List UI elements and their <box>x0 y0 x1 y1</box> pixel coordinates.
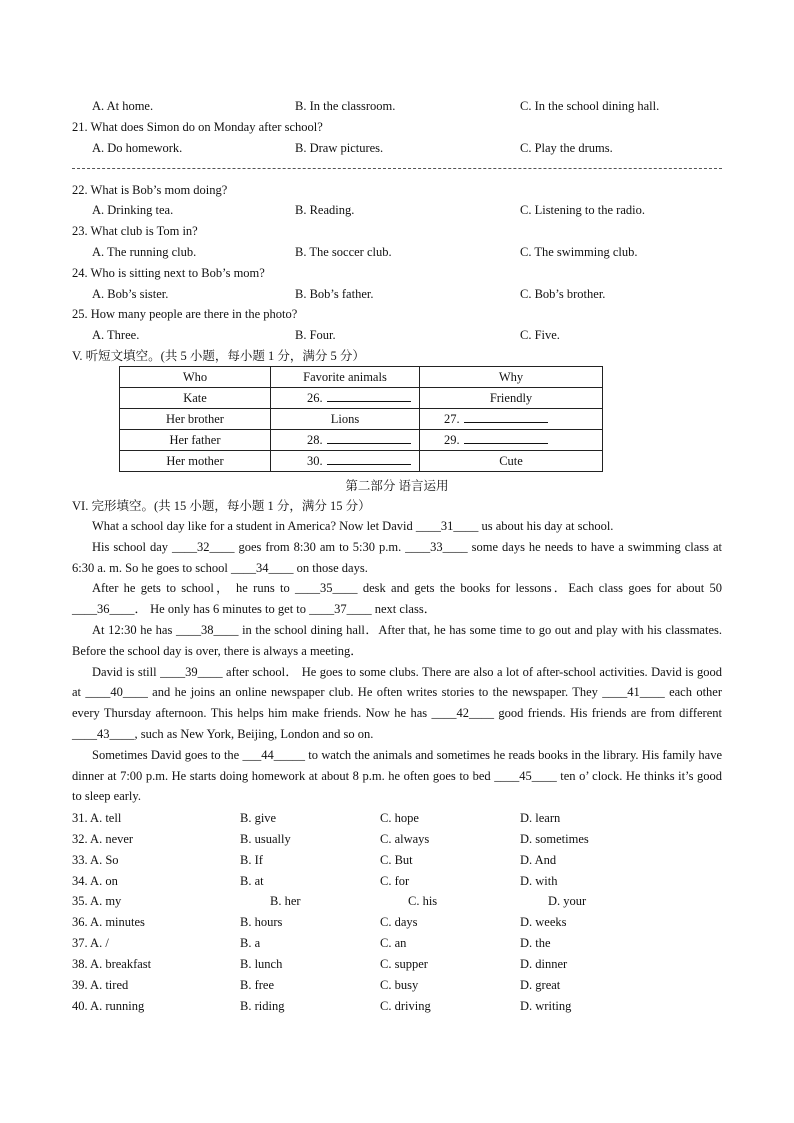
section-5-title: V. 听短文填空。(共 5 小题，每小题 1 分，满分 5 分） <box>72 349 365 363</box>
q38-option-b: B. lunch <box>240 957 283 971</box>
table-row <box>120 388 603 409</box>
q22-option-a: A. Drinking tea. <box>92 203 174 217</box>
q32-option-c: C. always <box>380 832 430 846</box>
q38-option-c: C. supper <box>380 957 428 971</box>
q36-option-b: B. hours <box>240 915 283 929</box>
blank-number: 27. <box>444 412 460 426</box>
blank-27[interactable] <box>420 409 603 430</box>
q34-option-a: 34. A. on <box>72 874 118 888</box>
passage-paragraph-5: David is still ____39____ after school． He goes to some clubs. There are also a lot of after-school activities. David is good at ____40____ and he joins an online newspaper club. He often writes stories to the newspaper. They ____41____ each other every Thursday afternoon. This helps him make friends. Now he has ____42____ good friends. His friends are from different ____43____, such as New York, Beijing, London and so on. <box>72 664 722 741</box>
question-23: 23. What club is Tom in? <box>72 224 198 238</box>
q21-option-b: B. Draw pictures. <box>295 141 384 155</box>
q22-option-b: B. Reading. <box>295 203 355 217</box>
q36-option-c: C. days <box>380 915 418 929</box>
cell-who: Kate <box>120 388 271 409</box>
q24-option-a: A. Bob’s sister. <box>92 287 169 301</box>
q31-option-d: D. learn <box>520 811 561 825</box>
section-6-title: VI. 完形填空。(共 15 小题，每小题 1 分，满分 15 分） <box>72 499 371 513</box>
q34-option-c: C. for <box>380 874 410 888</box>
q37-option-b: B. a <box>240 936 261 950</box>
q39-option-d: D. great <box>520 978 561 992</box>
q35-option-b: B. her <box>270 894 301 908</box>
part-2-title: 第二部分 语言运用 <box>345 479 449 493</box>
q40-option-c: C. driving <box>380 999 431 1013</box>
blank-30[interactable] <box>271 451 420 472</box>
q21-option-a: A. Do homework. <box>92 141 183 155</box>
question-22: 22. What is Bob’s mom doing? <box>72 183 228 197</box>
blank-number: 29. <box>444 433 460 447</box>
cloze-passage <box>72 516 722 807</box>
q40-option-a: 40. A. running <box>72 999 145 1013</box>
question-25: 25. How many people are there in the photo? <box>72 307 298 321</box>
q23-option-b: B. The soccer club. <box>295 245 392 259</box>
q31-option-b: B. give <box>240 811 277 825</box>
q31-option-a: 31. A. tell <box>72 811 122 825</box>
q25-option-c: C. Five. <box>520 328 560 342</box>
table-row <box>120 430 603 451</box>
q33-option-c: C. But <box>380 853 413 867</box>
blank-28[interactable] <box>271 430 420 451</box>
passage-paragraph-1: What a school day like for a student in America? Now let David ____31____ us about his day at school. <box>92 519 614 533</box>
cell-who: Her mother <box>120 451 271 472</box>
cell-why: Cute <box>420 451 603 472</box>
q37-option-d: D. the <box>520 936 551 950</box>
header-who: Who <box>120 367 271 388</box>
q33-option-b: B. If <box>240 853 263 867</box>
passage-paragraph-3: After he gets to school， he runs to ____35____ desk and gets the books for lessons．Each class goes for about 50 ____36____． He only has 6 minutes to get to ____37____ next class． <box>72 581 722 617</box>
q33-option-a: 33. A. So <box>72 853 119 867</box>
q35-option-d: D. your <box>548 894 587 908</box>
q38-option-d: D. dinner <box>520 957 568 971</box>
q20-option-b: B. In the classroom. <box>295 99 396 113</box>
q37-option-a: 37. A. / <box>72 936 109 950</box>
q24-option-b: B. Bob’s father. <box>295 287 374 301</box>
q23-option-c: C. The swimming club. <box>520 245 638 259</box>
q37-option-c: C. an <box>380 936 407 950</box>
q36-option-a: 36. A. minutes <box>72 915 145 929</box>
q32-option-a: 32. A. never <box>72 832 134 846</box>
q20-option-c: C. In the school dining hall. <box>520 99 660 113</box>
q40-option-d: D. writing <box>520 999 572 1013</box>
q24-option-c: C. Bob’s brother. <box>520 287 606 301</box>
q35-option-c: C. his <box>408 894 438 908</box>
passage-paragraph-2: His school day ____32____ goes from 8:30 am to 5:30 p.m. ____33____ some days he needs to have a swimming class at 6:30 a. m. So he goes to school ____34____ on those days. <box>72 539 722 575</box>
blank-number: 30. <box>307 454 323 468</box>
q32-option-b: B. usually <box>240 832 291 846</box>
passage-paragraph-4: At 12:30 he has ____38____ in the school dining hall．After that, he has some time to go out and play with his classmates. Before the school day is over, there is always a meeting． <box>72 622 722 658</box>
q23-option-a: A. The running club. <box>92 245 197 259</box>
header-why: Why <box>420 367 603 388</box>
listening-fill-table <box>119 366 603 472</box>
q25-option-a: A. Three. <box>92 328 140 342</box>
q38-option-a: 38. A. breakfast <box>72 957 152 971</box>
table-row <box>120 409 603 430</box>
blank-number: 28. <box>307 433 323 447</box>
passage-paragraph-6: Sometimes David goes to the ___44_____ to watch the animals and sometimes he reads books in the library. His family have dinner at 7:00 p.m. He starts doing homework at about 8 p.m. he often goes to bed ____45____ ten o’ clock. He thinks it’s good to sleep early. <box>72 747 722 804</box>
dashed-divider <box>72 168 722 169</box>
blank-26[interactable] <box>271 388 420 409</box>
q31-option-c: C. hope <box>380 811 419 825</box>
question-24: 24. Who is sitting next to Bob’s mom? <box>72 266 265 280</box>
q39-option-c: C. busy <box>380 978 419 992</box>
header-favorite-animals: Favorite animals <box>271 367 420 388</box>
cell-animal: Lions <box>271 409 420 430</box>
table-row <box>120 451 603 472</box>
q21-option-c: C. Play the drums. <box>520 141 613 155</box>
cell-who: Her brother <box>120 409 271 430</box>
question-21: 21. What does Simon do on Monday after school? <box>72 120 323 134</box>
q39-option-a: 39. A. tired <box>72 978 129 992</box>
cell-who: Her father <box>120 430 271 451</box>
q20-option-a: A. At home. <box>92 99 154 113</box>
blank-29[interactable] <box>420 430 603 451</box>
cell-why: Friendly <box>420 388 603 409</box>
q35-option-a: 35. A. my <box>72 894 122 908</box>
q40-option-b: B. riding <box>240 999 285 1013</box>
blank-number: 26. <box>307 391 323 405</box>
q36-option-d: D. weeks <box>520 915 567 929</box>
q39-option-b: B. free <box>240 978 275 992</box>
q22-option-c: C. Listening to the radio. <box>520 203 645 217</box>
q33-option-d: D. And <box>520 853 557 867</box>
q34-option-b: B. at <box>240 874 264 888</box>
q34-option-d: D. with <box>520 874 558 888</box>
table-header-row <box>120 367 603 388</box>
q25-option-b: B. Four. <box>295 328 336 342</box>
q32-option-d: D. sometimes <box>520 832 589 846</box>
